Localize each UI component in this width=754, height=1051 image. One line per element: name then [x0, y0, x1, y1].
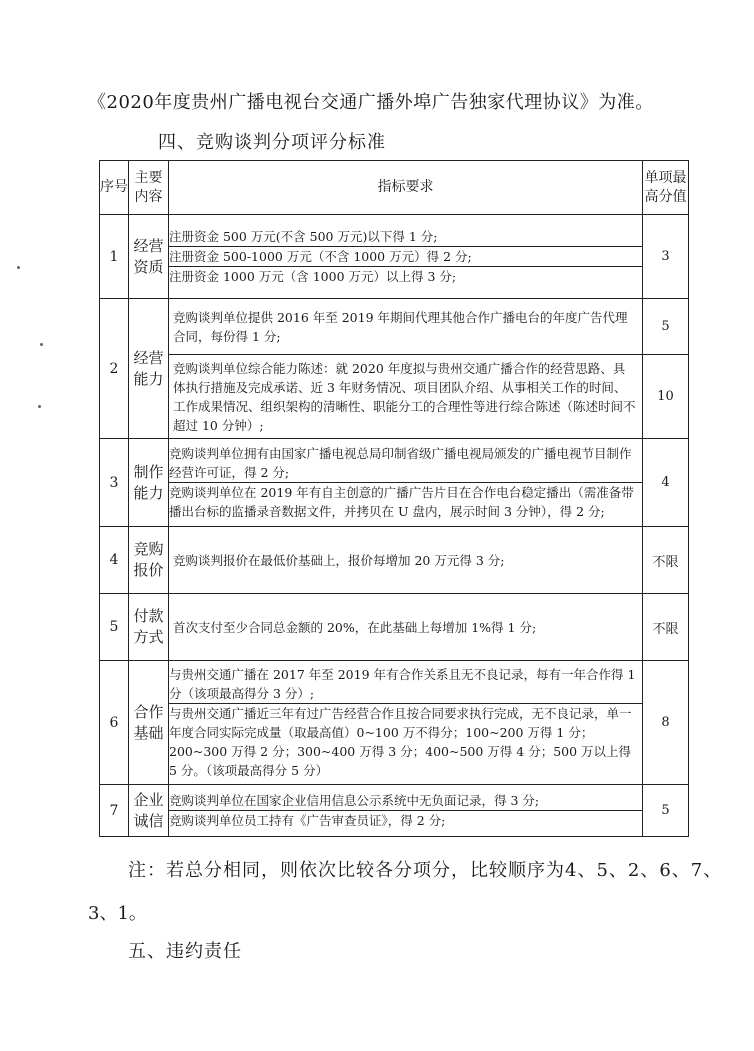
scan-mark	[38, 405, 41, 408]
row-score: 10	[643, 355, 689, 439]
row-score: 3	[643, 215, 689, 299]
header-max-score: 单项最高分值	[643, 161, 689, 215]
row-category: 经营能力	[129, 299, 169, 439]
table-row	[100, 661, 689, 785]
section-4-title: 四、竞购谈判分项评分标准	[158, 132, 386, 153]
intro-line: 《2020年度贵州广播电视台交通广播外埠广告独家代理协议》为准。	[88, 92, 654, 113]
row-requirements	[169, 439, 643, 527]
row-category: 竞购报价	[129, 527, 169, 594]
header-requirement: 指标要求	[169, 161, 643, 215]
scan-mark	[40, 343, 43, 346]
row-seq: 2	[100, 299, 129, 439]
table-row	[100, 594, 689, 661]
note-line-2: 3、1。	[88, 903, 147, 924]
row-requirements	[169, 785, 643, 837]
requirement-item: 竞购谈判单位在国家企业信用信息公示系统中无负面记录，得 3 分;	[169, 793, 540, 808]
table-row	[100, 527, 689, 594]
row-category: 企业诚信	[129, 785, 169, 837]
note-line-1: 注：若总分相同，则依次比较各分项分，比较顺序为4、5、2、6、7、	[128, 860, 723, 881]
table-row	[100, 215, 689, 299]
requirement-item: 竞购谈判单位员工持有《广告审查员证》，得 2 分;	[169, 811, 642, 831]
row-requirements	[169, 661, 643, 785]
header-main: 主要内容	[129, 161, 169, 215]
row-seq: 4	[100, 527, 129, 594]
row-score: 5	[643, 299, 689, 355]
requirement-item: 竞购谈判单位拥有由国家广播电视总局印制省级广播电视局颁发的广播电视节目制作经营许可证，得 2 分;	[169, 446, 632, 480]
requirement-item: 首次支付至少合同总金额的 20%，在此基础上每增加 1%得 1 分;	[169, 594, 643, 661]
row-score: 5	[643, 785, 689, 837]
table-row	[100, 299, 689, 355]
table-row	[100, 439, 689, 527]
row-score: 不限	[643, 594, 689, 661]
row-category: 合作基础	[129, 661, 169, 785]
row-category: 付款方式	[129, 594, 169, 661]
requirement-item: 竞购谈判报价在最低价基础上，报价每增加 20 万元得 3 分;	[169, 527, 643, 594]
row-score: 4	[643, 439, 689, 527]
row-seq: 6	[100, 661, 129, 785]
requirement-item: 与贵州交通广播在 2017 年至 2019 年有合作关系且无不良记录，每有一年合作得 1 分（该项最高得分 3 分）;	[169, 667, 636, 701]
scoring-table	[99, 160, 689, 837]
requirement-item: 注册资金 1000 万元（含 1000 万元）以上得 3 分;	[169, 267, 642, 287]
requirement-item: 竞购谈判单位在 2019 年有自主创意的广播广告片目在合作电台稳定播出（需准备带播出台标的监播录音数据文件，并拷贝在 U 盘内，展示时间 3 分钟），得 2 分;	[169, 483, 642, 522]
section-5-title: 五、违约责任	[128, 941, 242, 962]
row-category: 制作能力	[129, 439, 169, 527]
row-seq: 1	[100, 215, 129, 299]
row-seq: 5	[100, 594, 129, 661]
requirement-item: 竞购谈判单位综合能力陈述：就 2020 年度拟与贵州交通广播合作的经营思路、具体执行措施及完成承诺、近 3 年财务情况、项目团队介绍、从事相关工作的时间、工作成果情况、组织架构的清晰性、职能分工的合理性等进行综合陈述（陈述时间不超过 10 分钟）;	[169, 355, 643, 439]
header-seq: 序号	[100, 161, 129, 215]
row-seq: 7	[100, 785, 129, 837]
requirement-item: 注册资金 500-1000 万元（不含 1000 万元）得 2 分;	[169, 247, 642, 267]
row-score: 8	[643, 661, 689, 785]
scan-mark	[17, 266, 20, 269]
row-requirements	[169, 215, 643, 299]
row-score: 不限	[643, 527, 689, 594]
requirement-item: 注册资金 500 万元(不含 500 万元)以下得 1 分;	[169, 229, 438, 244]
table-row	[100, 355, 689, 439]
row-seq: 3	[100, 439, 129, 527]
row-category: 经营资质	[129, 215, 169, 299]
table-row	[100, 785, 689, 837]
requirement-item: 与贵州交通广播近三年有过广告经营合作且按合同要求执行完成，无不良记录，单一年度合同实际完成量（取最高值）0~100 万不得分；100~200 万得 1 分；200~300 万得 2 分；300~400 万得 3 分；400~500 万得 4 分；500 万以上得 5 分。（该项最高得分 5 分）	[169, 704, 642, 781]
requirement-item: 竞购谈判单位提供 2016 年至 2019 年期间代理其他合作广播电台的年度广告代理合同，每份得 1 分;	[169, 299, 643, 355]
